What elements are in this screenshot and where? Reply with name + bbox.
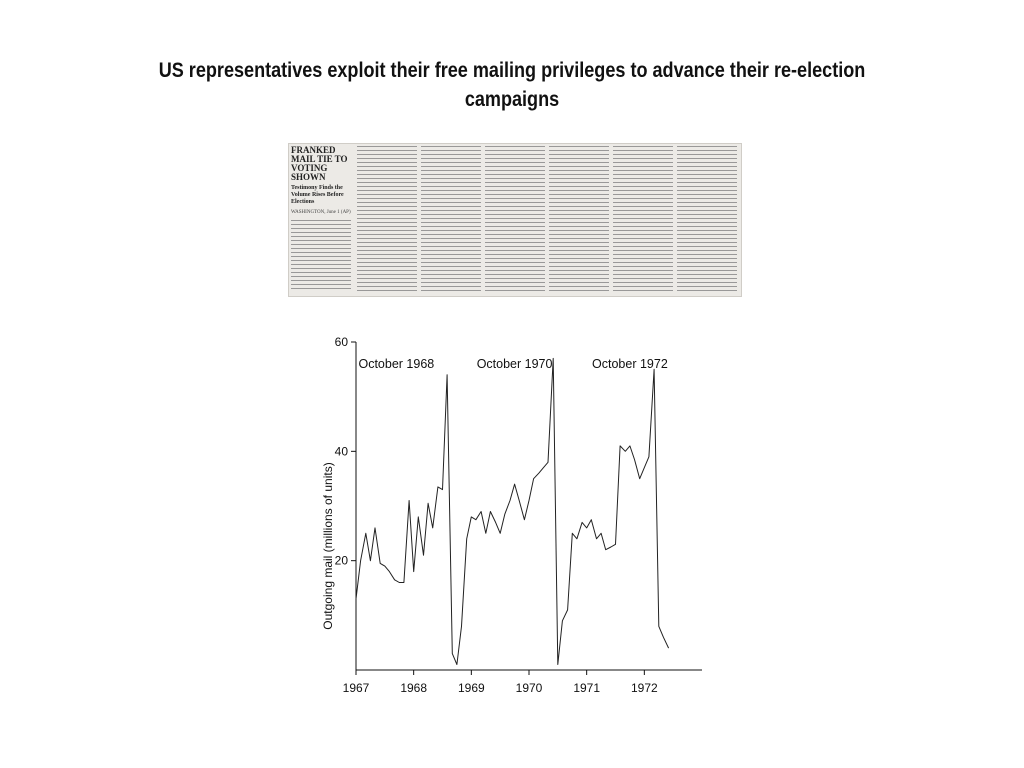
- annotation-label: October 1972: [592, 356, 668, 371]
- annotation-label: October 1968: [358, 356, 435, 371]
- x-tick-label: 1971: [573, 681, 601, 695]
- x-tick-label: 1968: [400, 681, 428, 695]
- clipping-text-column: [677, 146, 737, 294]
- clipping-subhead: Testimony Finds the Volume Rises Before Elections: [291, 185, 344, 205]
- newspaper-clipping: [288, 143, 742, 297]
- clipping-text-column: [613, 146, 673, 294]
- x-tick-label: 1970: [515, 681, 543, 695]
- annotation-label: October 1970: [476, 356, 553, 371]
- clipping-dateline: WASHINGTON, June 1 (AP): [291, 210, 351, 215]
- mail-volume-chart: [300, 320, 720, 710]
- clipping-text-column: [421, 146, 481, 294]
- clipping-headline-block: [291, 146, 353, 216]
- series-line: [356, 358, 669, 664]
- y-tick-label: 60: [334, 335, 348, 349]
- clipping-text-column: [485, 146, 545, 294]
- clipping-text-column: [549, 146, 609, 294]
- clipping-text-column: [291, 220, 351, 292]
- y-tick-label: 20: [334, 553, 348, 568]
- x-tick-label: 1969: [457, 681, 485, 695]
- x-tick-label: 1972: [630, 681, 658, 695]
- x-tick-label: 1967: [342, 681, 370, 695]
- y-tick-label: 40: [334, 444, 348, 459]
- clipping-text-column: [357, 146, 417, 294]
- y-axis-label: Outgoing mail (millions of units): [321, 462, 335, 630]
- clipping-headline: FRANKED MAIL TIE TO VOTING SHOWN: [291, 145, 348, 182]
- slide-title: US representatives exploit their free mailing privileges to advance their re-election campaigns: [158, 59, 866, 111]
